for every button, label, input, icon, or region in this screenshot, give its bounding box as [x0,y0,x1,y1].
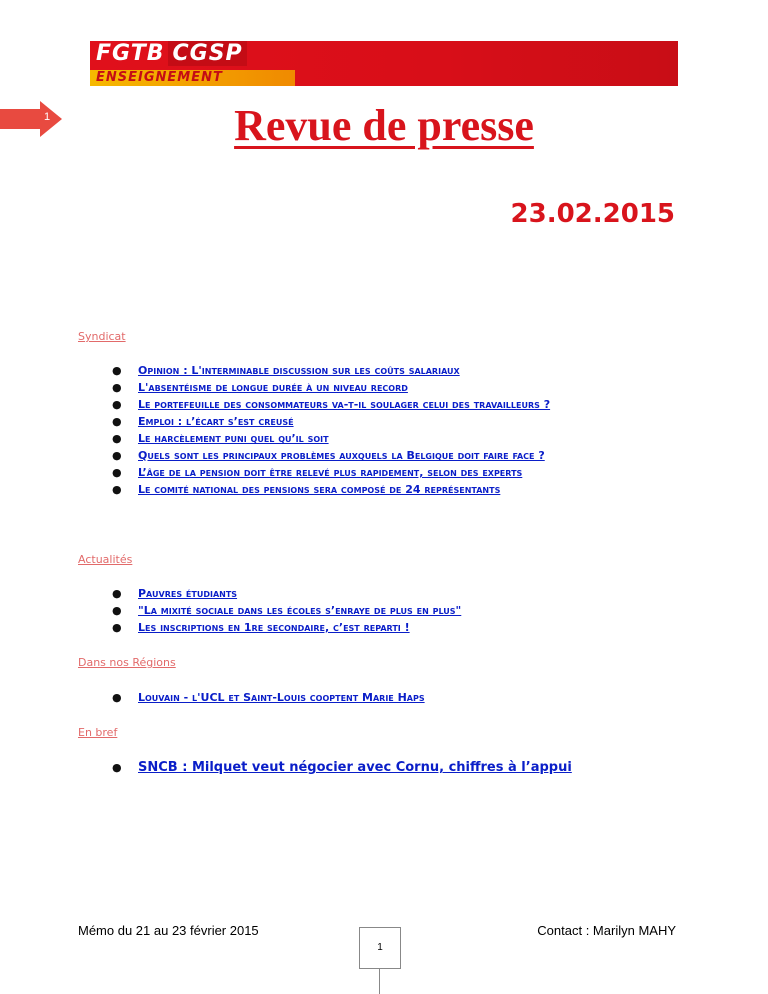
section-list-syndicat [110,362,670,498]
list-item [110,413,670,430]
logo-org [96,41,247,66]
article-link[interactable]: Emploi : l’écart s’est creusé [138,415,294,428]
article-link[interactable]: Louvain - l'UCL et Saint-Louis cooptent Marie Haps [138,691,425,704]
date: 23.02.2015 [510,199,675,229]
bullet-icon: ● [112,621,122,634]
section-list-dans-nos-regions [110,689,670,706]
article-link[interactable]: Opinion : L'interminable discussion sur les coûts salariaux [138,364,460,377]
list-item [110,585,670,602]
section-list-en-bref [110,759,670,776]
list-item [110,602,670,619]
bullet-icon: ● [112,587,122,600]
footer-memo: Mémo du 21 au 23 février 2015 [78,923,259,938]
section-label-dans-nos-regions[interactable]: Dans nos Régions [78,656,176,669]
bullet-icon: ● [112,483,122,496]
logo-union-text: CGSP [168,41,246,66]
bullet-icon: ● [112,466,122,479]
section-label-syndicat[interactable]: Syndicat [78,330,126,343]
list-item [110,481,670,498]
list-item [110,619,670,636]
article-link[interactable]: Le comité national des pensions sera composé de 24 représentants [138,483,501,496]
article-link[interactable]: L'absentéisme de longue durée à un niveau record [138,381,408,394]
article-link[interactable]: L’âge de la pension doit être relevé plus rapidement, selon des experts [138,466,523,479]
article-link[interactable]: Les inscriptions en 1re secondaire, c’est reparti ! [138,621,410,634]
bullet-icon: ● [112,604,122,617]
article-link[interactable]: Le portefeuille des consommateurs va-t-il soulager celui des travailleurs ? [138,398,551,411]
section-label-actualites[interactable]: Actualités [78,553,133,566]
page-title [0,100,768,151]
header-banner [90,41,678,86]
article-link[interactable]: "La mixité sociale dans les écoles s’enraye de plus en plus" [138,604,462,617]
page-marker-label: 1 [44,111,51,123]
page-number: 1 [359,927,401,969]
page-title-text: Revue de presse [234,101,534,150]
bullet-icon: ● [112,691,122,704]
list-item [110,362,670,379]
bullet-icon: ● [112,449,122,462]
article-link[interactable]: Le harcèlement puni quel qu’il soit [138,432,329,445]
list-item [110,396,670,413]
article-link[interactable]: Pauvres étudiants [138,587,238,600]
article-link[interactable]: SNCB : Milquet veut négocier avec Cornu, chiffres à l’appui [138,760,572,775]
list-item [110,379,670,396]
bullet-icon: ● [112,415,122,428]
footer-contact: Contact : Marilyn MAHY [537,923,676,938]
bullet-icon: ● [112,381,122,394]
bullet-icon: ● [112,364,122,377]
logo-sub: ENSEIGNEMENT [96,70,223,85]
page-divider [379,968,380,994]
section-label-en-bref[interactable]: En bref [78,726,118,739]
list-item [110,430,670,447]
bullet-icon: ● [112,432,122,445]
article-link[interactable]: Quels sont les principaux problèmes auxquels la Belgique doit faire face ? [138,449,545,462]
list-item [110,689,670,706]
bullet-icon: ● [112,761,122,774]
list-item [110,759,670,776]
bullet-icon: ● [112,398,122,411]
list-item [110,447,670,464]
logo-org-text: FGTB [96,41,165,66]
list-item [110,464,670,481]
section-list-actualites [110,585,670,636]
